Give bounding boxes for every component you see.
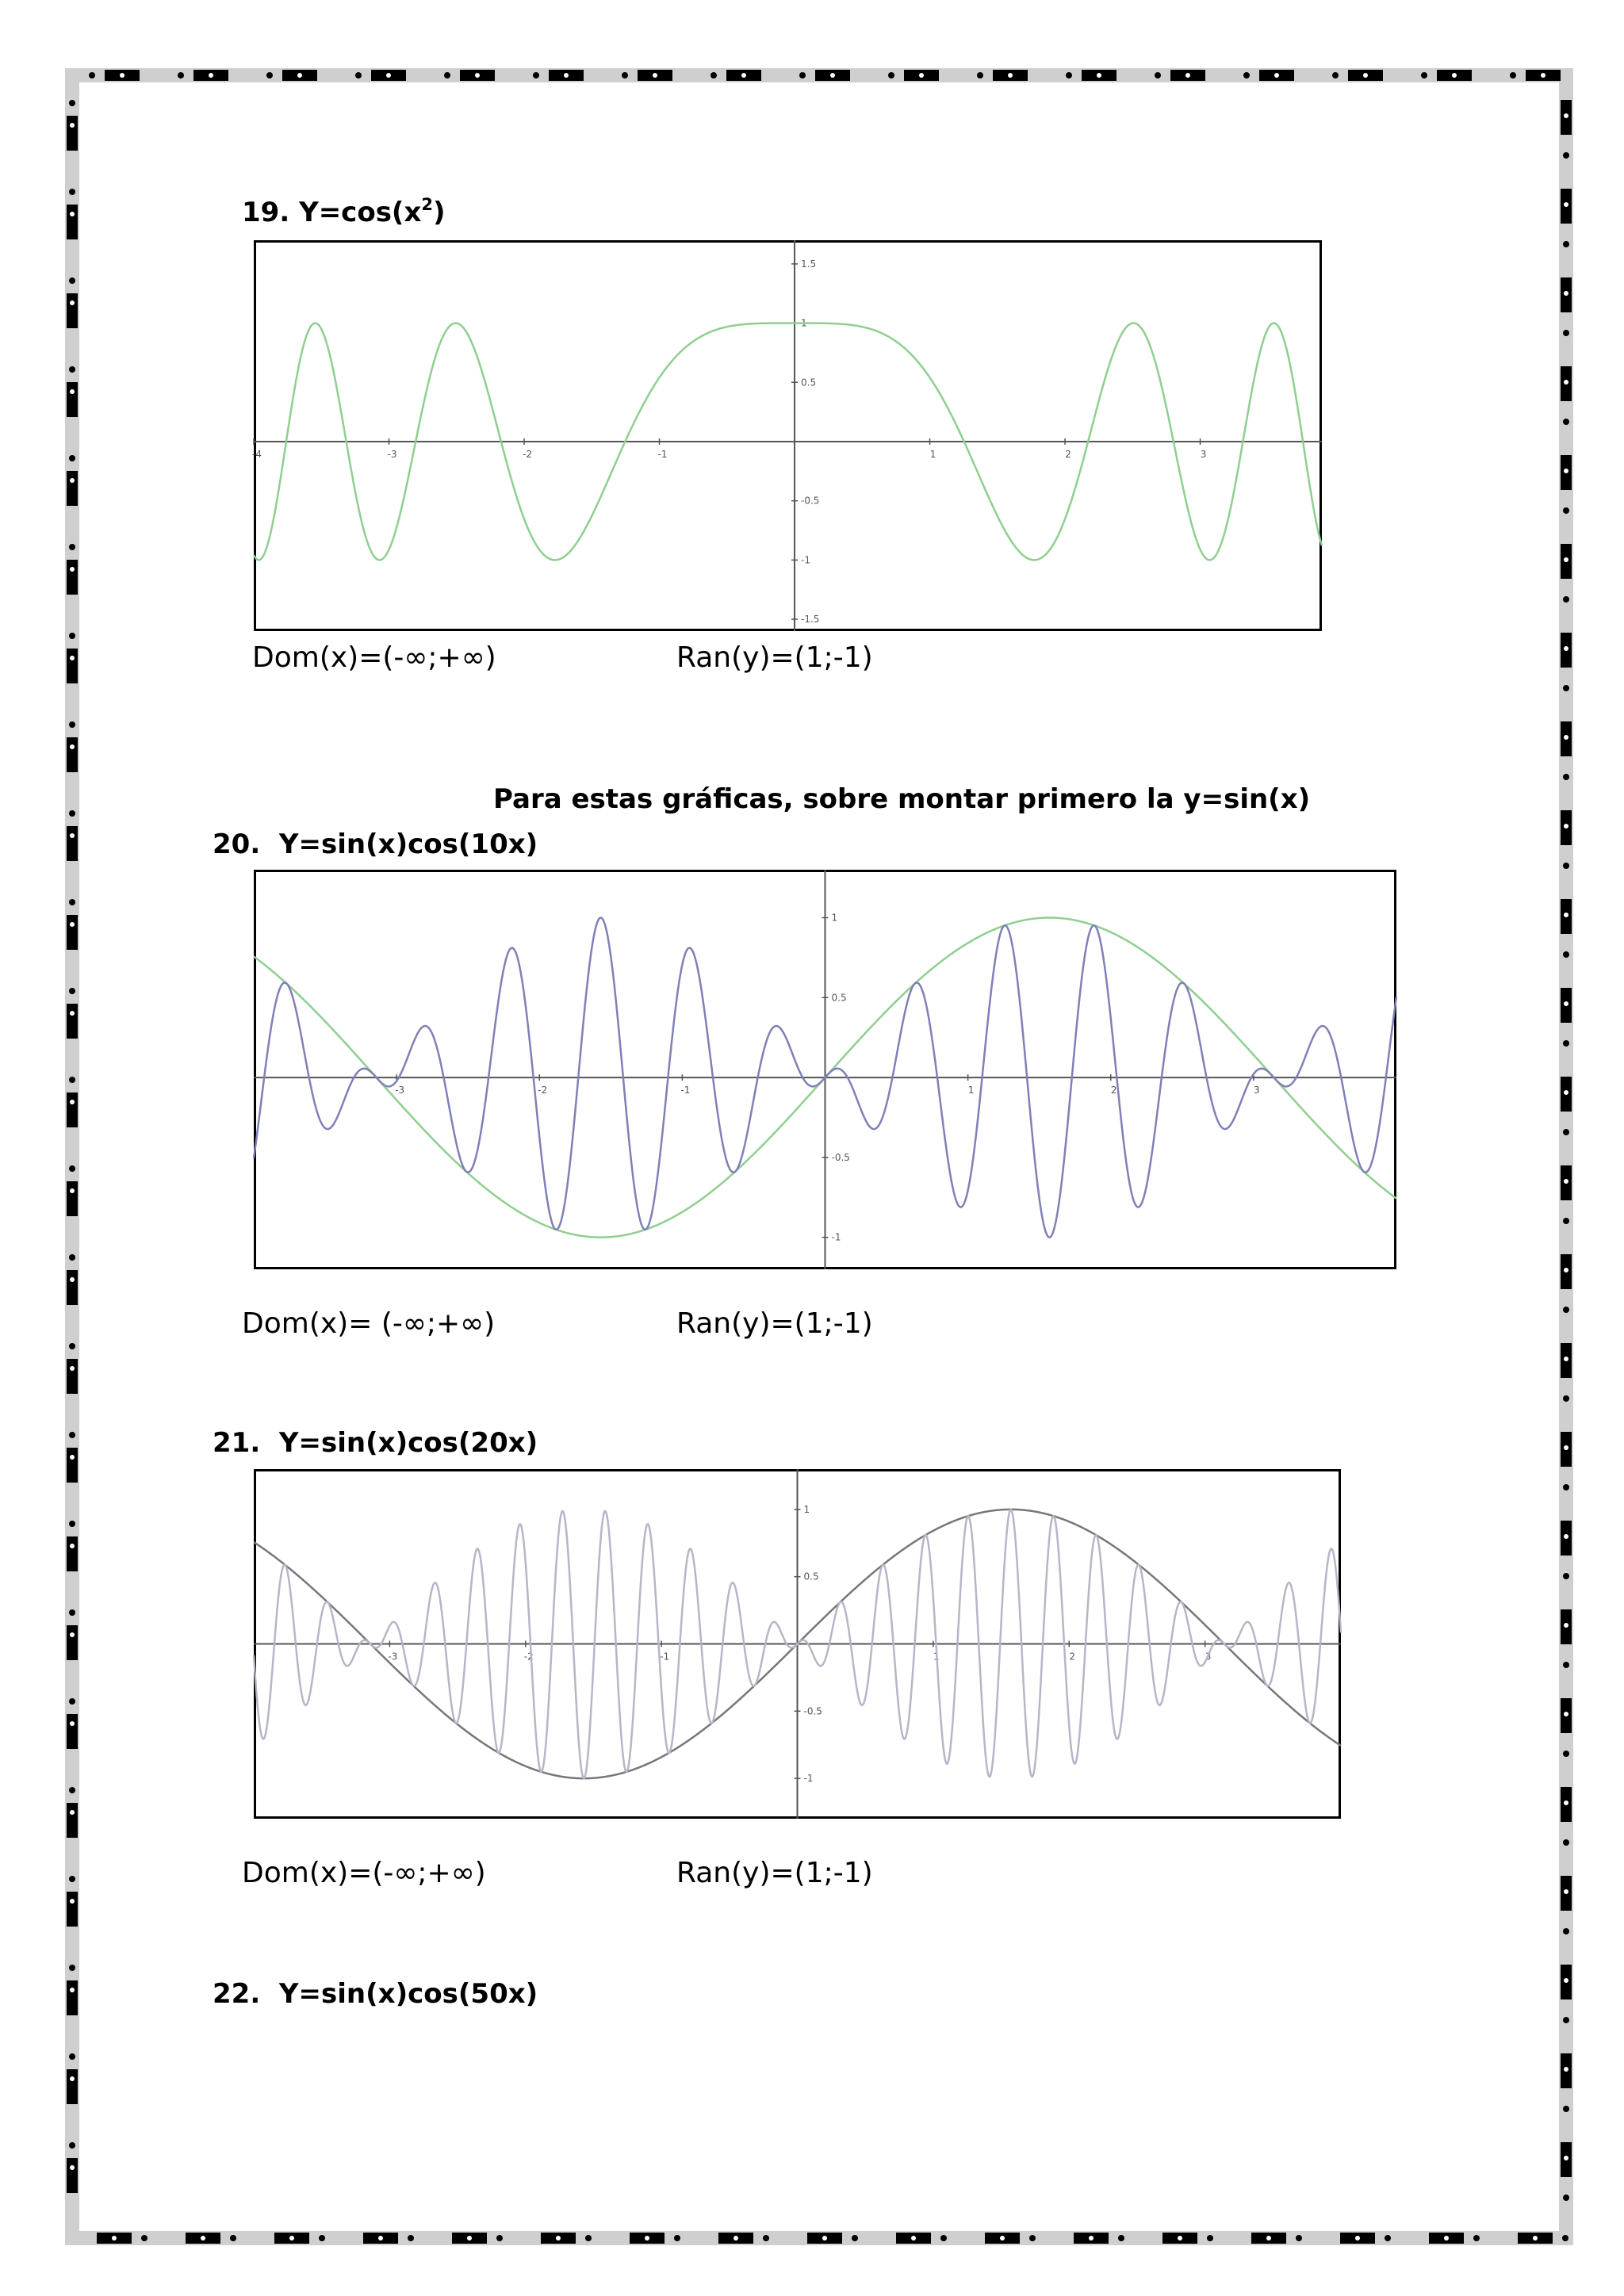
frame-dot bbox=[977, 72, 983, 78]
y-tick-label: -1 bbox=[801, 554, 810, 566]
frame-dot bbox=[919, 73, 924, 78]
frame-dot bbox=[1564, 1357, 1568, 1361]
frame-dash bbox=[67, 649, 78, 683]
frame-dot bbox=[1563, 1040, 1569, 1047]
x-tick-label: -4 bbox=[252, 448, 262, 460]
frame-dot bbox=[1564, 2067, 1568, 2072]
frame-dot bbox=[1564, 291, 1568, 296]
frame-dash bbox=[67, 826, 78, 861]
frame-dot bbox=[70, 1988, 75, 1992]
x-tick-label: 2 bbox=[1110, 1085, 1117, 1096]
frame-dot bbox=[1564, 646, 1568, 651]
frame-dash bbox=[67, 1980, 78, 2015]
frame-dot bbox=[852, 2235, 858, 2241]
frame-dot bbox=[69, 1698, 75, 1705]
frame-dot bbox=[763, 2235, 769, 2241]
frame-dot bbox=[70, 1188, 75, 1193]
frame-dash bbox=[67, 2158, 78, 2193]
frame-dot bbox=[1029, 2235, 1036, 2241]
frame-dot bbox=[1563, 152, 1569, 159]
frame-dot bbox=[799, 72, 806, 78]
frame-dot bbox=[70, 1544, 75, 1548]
y-tick-label: -1 bbox=[803, 1773, 814, 1785]
frame-dot bbox=[201, 2236, 205, 2241]
x-tick-label: -1 bbox=[660, 1651, 670, 1663]
frame-dot bbox=[69, 899, 75, 905]
frame-dot bbox=[209, 73, 213, 78]
frame-dot bbox=[1564, 1445, 1568, 1450]
frame-dot bbox=[1563, 1662, 1569, 1668]
frame-dot bbox=[1563, 241, 1569, 247]
frame-dot bbox=[1444, 2236, 1449, 2241]
frame-dot bbox=[355, 72, 362, 78]
frame-dash bbox=[67, 1181, 78, 1216]
x-tick-label: -3 bbox=[395, 1085, 405, 1096]
frame-dot bbox=[1541, 73, 1545, 78]
frame-dot bbox=[69, 988, 75, 994]
frame-dot bbox=[741, 73, 746, 78]
y-tick-label: 1.5 bbox=[801, 258, 817, 270]
exercise-number: 19. bbox=[242, 197, 290, 228]
frame-dot bbox=[830, 73, 835, 78]
frame-dot bbox=[70, 1721, 75, 1726]
x-tick-label: 1 bbox=[929, 448, 936, 460]
frame-dot bbox=[1563, 1395, 1569, 1402]
frame-dot bbox=[69, 1077, 75, 1083]
frame-dot bbox=[69, 189, 75, 195]
frame-dot bbox=[69, 2142, 75, 2149]
domain-text: Dom(x)= (-∞;+∞) bbox=[242, 1307, 496, 1340]
frame-dot bbox=[1118, 2235, 1124, 2241]
frame-dot bbox=[1274, 73, 1279, 78]
frame-dash bbox=[67, 205, 78, 239]
frame-dot bbox=[69, 1876, 75, 1882]
frame-dash bbox=[67, 116, 78, 151]
range-text: Ran(y)=(1;-1) bbox=[676, 1307, 873, 1340]
frame-dot bbox=[70, 833, 75, 838]
exercise-number: 21. bbox=[213, 1427, 261, 1459]
domain-text: Dom(x)=(-∞;+∞) bbox=[252, 641, 496, 674]
frame-dot bbox=[533, 72, 539, 78]
chart-sin-cos-10x bbox=[254, 870, 1396, 1269]
frame-dot bbox=[1564, 557, 1568, 562]
frame-dot bbox=[1564, 113, 1568, 118]
frame-dot bbox=[1564, 1889, 1568, 1894]
frame-dot bbox=[467, 2236, 472, 2241]
frame-dot bbox=[70, 1810, 75, 1815]
frame-dot bbox=[70, 1366, 75, 1371]
frame-dot bbox=[69, 100, 75, 106]
y-tick-label: -1.5 bbox=[801, 614, 820, 626]
y-tick-label: 0.5 bbox=[801, 377, 817, 388]
frame-dot bbox=[1564, 1001, 1568, 1006]
frame-dot bbox=[1564, 1179, 1568, 1184]
frame-dot bbox=[556, 2236, 561, 2241]
frame-dot bbox=[178, 72, 184, 78]
frame-dot bbox=[70, 1899, 75, 1904]
frame-dot bbox=[70, 300, 75, 305]
frame-dot bbox=[69, 544, 75, 550]
exercise-19-title bbox=[242, 197, 446, 228]
frame-dot bbox=[69, 1787, 75, 1793]
frame-dot bbox=[89, 72, 95, 78]
frame-dot bbox=[70, 212, 75, 216]
y-tick-label: 0.5 bbox=[831, 992, 847, 1004]
frame-dot bbox=[120, 73, 124, 78]
x-tick-label: 2 bbox=[1069, 1651, 1076, 1663]
frame-dot bbox=[1296, 2235, 1302, 2241]
frame-dot bbox=[69, 1432, 75, 1438]
frame-dot bbox=[319, 2235, 325, 2241]
frame-dot bbox=[70, 1277, 75, 1282]
frame-dot bbox=[386, 73, 391, 78]
frame-dot bbox=[69, 810, 75, 817]
frame-dot bbox=[1008, 73, 1013, 78]
y-tick-label: -0.5 bbox=[803, 1705, 822, 1717]
frame-dot bbox=[940, 2235, 947, 2241]
exercise-22-title bbox=[213, 1978, 538, 2010]
frame-dot bbox=[653, 73, 657, 78]
frame-dot bbox=[1563, 1307, 1569, 1313]
x-tick-label: -2 bbox=[523, 448, 532, 460]
frame-dot bbox=[822, 2236, 827, 2241]
frame-dot bbox=[733, 2236, 738, 2241]
frame-dash bbox=[67, 1714, 78, 1749]
frame-dot bbox=[1563, 685, 1569, 691]
frame-dash bbox=[67, 1448, 78, 1483]
range-text: Ran(y)=(1;-1) bbox=[676, 1857, 873, 1889]
y-tick-label: 1 bbox=[803, 1503, 810, 1515]
frame-dash bbox=[67, 293, 78, 328]
frame-dot bbox=[69, 1521, 75, 1527]
frame-dot bbox=[69, 1965, 75, 1971]
frame-dot bbox=[888, 72, 894, 78]
frame-dot bbox=[408, 2235, 414, 2241]
frame-dot bbox=[70, 389, 75, 394]
y-tick-label: -0.5 bbox=[801, 495, 820, 507]
frame-dot bbox=[710, 72, 717, 78]
frame-dot bbox=[1564, 1978, 1568, 1983]
frame-dot bbox=[69, 721, 75, 728]
frame-dot bbox=[1243, 72, 1250, 78]
frame-dot bbox=[70, 2165, 75, 2170]
frame-dot bbox=[70, 567, 75, 572]
frame-dot bbox=[1097, 73, 1101, 78]
frame-dot bbox=[1562, 2235, 1568, 2241]
frame-dot bbox=[674, 2235, 680, 2241]
frame-dot bbox=[70, 1455, 75, 1460]
range-text: Ran(y)=(1;-1) bbox=[676, 641, 873, 674]
y-tick-label: 1 bbox=[831, 912, 838, 924]
frame-dot bbox=[622, 72, 628, 78]
frame-dot bbox=[70, 478, 75, 483]
frame-dot bbox=[1563, 1218, 1569, 1224]
frame-dot bbox=[1266, 2236, 1271, 2241]
frame-dot bbox=[1563, 951, 1569, 958]
frame-dash bbox=[67, 471, 78, 506]
frame-dot bbox=[1066, 72, 1072, 78]
frame-dot bbox=[1473, 2235, 1480, 2241]
frame-dot bbox=[70, 744, 75, 749]
function-label: Y=sin(x)cos(20x) bbox=[278, 1427, 538, 1459]
frame-dot bbox=[70, 922, 75, 927]
frame-dot bbox=[112, 2236, 117, 2241]
frame-dot bbox=[378, 2236, 383, 2241]
frame-dash bbox=[67, 1093, 78, 1127]
frame-dot bbox=[1564, 1268, 1568, 1272]
frame-dot bbox=[1564, 824, 1568, 828]
frame-dot bbox=[1363, 73, 1368, 78]
frame-dot bbox=[1510, 72, 1516, 78]
x-tick-label: -2 bbox=[538, 1085, 548, 1096]
frame-dot bbox=[1564, 735, 1568, 740]
frame-dot bbox=[69, 1609, 75, 1616]
frame-dot bbox=[1563, 1484, 1569, 1490]
frame-dash bbox=[67, 1892, 78, 1927]
x-tick-label: -1 bbox=[657, 448, 668, 460]
frame-dot bbox=[141, 2235, 147, 2241]
x-tick-label: 3 bbox=[1254, 1085, 1260, 1096]
frame-dot bbox=[1564, 2156, 1568, 2160]
frame-dash bbox=[67, 1270, 78, 1305]
frame-dot bbox=[1563, 1573, 1569, 1579]
frame-dot bbox=[1207, 2235, 1213, 2241]
frame-dot bbox=[230, 2235, 236, 2241]
frame-dash bbox=[67, 1625, 78, 1660]
x-tick-label: -3 bbox=[387, 448, 397, 460]
frame-dot bbox=[1564, 469, 1568, 473]
function-label: Y=sin(x)cos(10x) bbox=[278, 828, 538, 860]
x-tick-label: -3 bbox=[388, 1651, 398, 1663]
frame-dot bbox=[1563, 330, 1569, 336]
frame-dot bbox=[1355, 2236, 1360, 2241]
domain-text: Dom(x)=(-∞;+∞) bbox=[242, 1857, 486, 1889]
frame-dot bbox=[496, 2235, 503, 2241]
frame-dot bbox=[1563, 1129, 1569, 1135]
y-tick-label: -1 bbox=[831, 1231, 841, 1243]
frame-dot bbox=[1564, 1090, 1568, 1095]
frame-dash bbox=[67, 737, 78, 772]
chart-cos-x-squared bbox=[254, 240, 1322, 631]
frame-dot bbox=[69, 277, 75, 284]
frame-dot bbox=[1178, 2236, 1182, 2241]
chart-sin-cos-20x bbox=[254, 1469, 1341, 1819]
y-tick-label: -0.5 bbox=[831, 1151, 850, 1163]
frame-dot bbox=[1332, 72, 1339, 78]
frame-dot bbox=[911, 2236, 916, 2241]
x-tick-label: 3 bbox=[1205, 1651, 1212, 1663]
frame-dot bbox=[1000, 2236, 1005, 2241]
frame-dot bbox=[69, 1165, 75, 1172]
frame-dot bbox=[1563, 2106, 1569, 2112]
frame-dash bbox=[67, 382, 78, 417]
frame-dot bbox=[69, 1254, 75, 1261]
x-tick-label: 1 bbox=[967, 1085, 975, 1096]
frame-dot bbox=[1563, 1751, 1569, 1757]
frame-dot bbox=[564, 73, 569, 78]
frame-dot bbox=[70, 656, 75, 660]
frame-dot bbox=[1533, 2236, 1538, 2241]
frame-dot bbox=[1564, 202, 1568, 207]
x-tick-label: -1 bbox=[680, 1085, 691, 1096]
frame-dash bbox=[67, 1803, 78, 1838]
frame-dot bbox=[1563, 2017, 1569, 2023]
y-tick-label: 1 bbox=[801, 317, 807, 329]
frame-dash bbox=[67, 2069, 78, 2104]
chart-border bbox=[255, 242, 1321, 630]
frame-dot bbox=[1563, 774, 1569, 780]
frame-dot bbox=[1563, 1928, 1569, 1934]
frame-dot bbox=[1385, 2235, 1391, 2241]
section-subtitle: Para estas gráficas, sobre montar primero la y=sin(x) bbox=[493, 783, 1311, 815]
frame-dot bbox=[1564, 1623, 1568, 1628]
frame-dot bbox=[1563, 419, 1569, 425]
frame-dot bbox=[645, 2236, 649, 2241]
exercise-number: 22. bbox=[213, 1978, 261, 2010]
frame-dot bbox=[1155, 72, 1161, 78]
frame-dot bbox=[1563, 863, 1569, 869]
frame-dot bbox=[1564, 1800, 1568, 1805]
frame-dot bbox=[70, 1100, 75, 1104]
frame-dot bbox=[1563, 2195, 1569, 2201]
frame-dot bbox=[1564, 380, 1568, 385]
frame-dot bbox=[70, 1632, 75, 1637]
x-tick-label: 1 bbox=[933, 1651, 940, 1663]
frame-dash bbox=[67, 915, 78, 950]
frame-dot bbox=[475, 73, 480, 78]
function-label: $Y=\cos(x^2)$ bbox=[299, 195, 446, 228]
frame-dash bbox=[67, 1004, 78, 1039]
frame-dot bbox=[69, 455, 75, 461]
frame-dash bbox=[67, 560, 78, 595]
x-tick-label: 3 bbox=[1200, 448, 1207, 460]
frame-dash bbox=[67, 1536, 78, 1571]
frame-dot bbox=[1421, 72, 1427, 78]
frame-dot bbox=[585, 2235, 592, 2241]
frame-dot bbox=[297, 73, 302, 78]
frame-dot bbox=[69, 366, 75, 373]
frame-dot bbox=[1564, 913, 1568, 917]
frame-dot bbox=[1564, 1534, 1568, 1539]
y-tick-label: 0.5 bbox=[803, 1571, 819, 1582]
frame-dot bbox=[69, 633, 75, 639]
frame-dot bbox=[70, 1011, 75, 1016]
frame-dot bbox=[266, 72, 273, 78]
frame-dot bbox=[1563, 596, 1569, 603]
frame-dot bbox=[70, 2076, 75, 2081]
function-label: Y=sin(x)cos(50x) bbox=[278, 1978, 538, 2010]
frame-dot bbox=[1563, 1839, 1569, 1846]
frame-dot bbox=[69, 2053, 75, 2060]
frame-dot bbox=[1089, 2236, 1094, 2241]
frame-dot bbox=[444, 72, 450, 78]
exercise-20-title bbox=[213, 828, 538, 860]
x-tick-label: 2 bbox=[1065, 448, 1071, 460]
frame-dot bbox=[289, 2236, 294, 2241]
exercise-number: 20. bbox=[213, 828, 261, 860]
frame-dot bbox=[70, 123, 75, 128]
frame-dash bbox=[67, 1359, 78, 1394]
frame-dot bbox=[1452, 73, 1457, 78]
exercise-21-title bbox=[213, 1427, 538, 1459]
frame-dot bbox=[1563, 507, 1569, 514]
frame-dot bbox=[1564, 1712, 1568, 1716]
x-tick-label: -2 bbox=[523, 1651, 534, 1663]
frame-dot bbox=[1185, 73, 1190, 78]
frame-dot bbox=[69, 1343, 75, 1349]
